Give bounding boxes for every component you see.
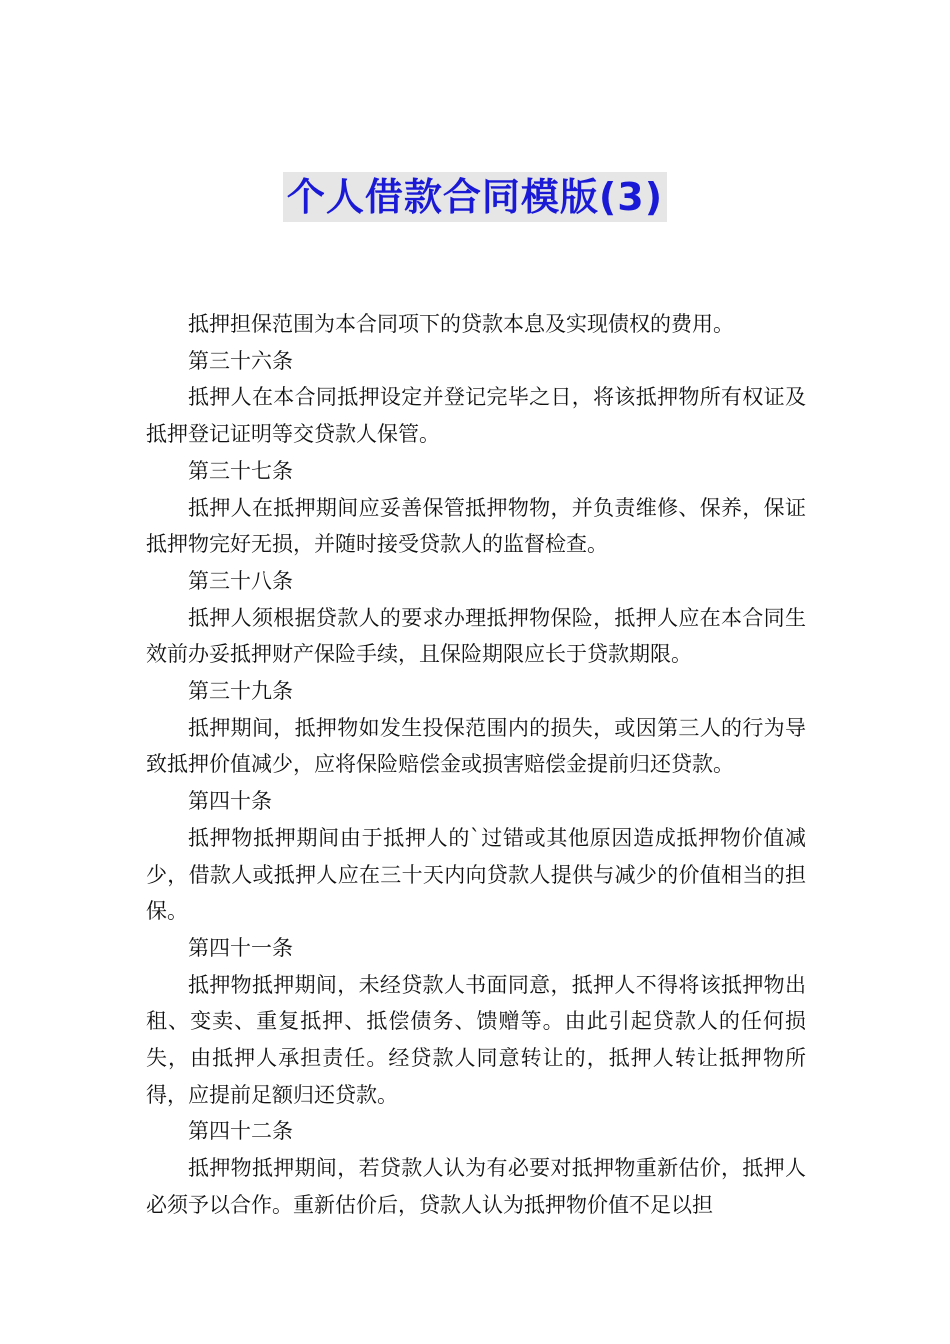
article-heading: 第三十七条 — [188, 458, 293, 483]
paragraph: 抵押人在本合同抵押设定并登记完毕之日，将该抵押物所有权证及抵押登记证明等交贷款人保管。 — [146, 385, 806, 447]
paragraph: 抵押物抵押期间，未经贷款人书面同意，抵押人不得将该抵押物出租、变卖、重复抵押、抵偿债务、馈赠等。由此引起贷款人的任何损失，由抵押人承担责任。经贷款人同意转让的，抵押人转让抵押物所得，应提前足额归还贷款。 — [146, 972, 806, 1107]
document-body — [146, 306, 806, 1224]
article-heading: 第四十二条 — [188, 1119, 293, 1144]
paragraph: 抵押担保范围为本合同项下的贷款本息及实现债权的费用。 — [188, 312, 734, 336]
paragraph: 抵押人须根据贷款人的要求办理抵押物保险，抵押人应在本合同生效前办妥抵押财产保险手续，且保险期限应长于贷款期限。 — [146, 605, 806, 667]
paragraph: 抵押物抵押期间，若贷款人认为有必要对抵押物重新估价，抵押人必须予以合作。重新估价后，贷款人认为抵押物价值不足以担 — [146, 1156, 806, 1217]
paragraph: 抵押物抵押期间由于抵押人的`过错或其他原因造成抵押物价值减少，借款人或抵押人应在三十天内向贷款人提供与减少的价值相当的担保。 — [146, 825, 806, 924]
article-heading: 第三十八条 — [188, 568, 293, 593]
paragraph: 抵押期间，抵押物如发生投保范围内的损失，或因第三人的行为导致抵押价值减少，应将保险赔偿金或损害赔偿金提前归还贷款。 — [146, 715, 806, 777]
title-container — [0, 172, 950, 222]
paragraph: 抵押人在抵押期间应妥善保管抵押物物，并负责维修、保养，保证抵押物完好无损，并随时接受贷款人的监督检查。 — [146, 495, 806, 557]
document-title: 个人借款合同模版(3) — [283, 172, 667, 222]
article-heading: 第三十六条 — [188, 348, 293, 373]
article-heading: 第四十条 — [188, 789, 272, 814]
article-heading: 第三十九条 — [188, 679, 293, 704]
article-heading: 第四十一条 — [188, 935, 293, 960]
